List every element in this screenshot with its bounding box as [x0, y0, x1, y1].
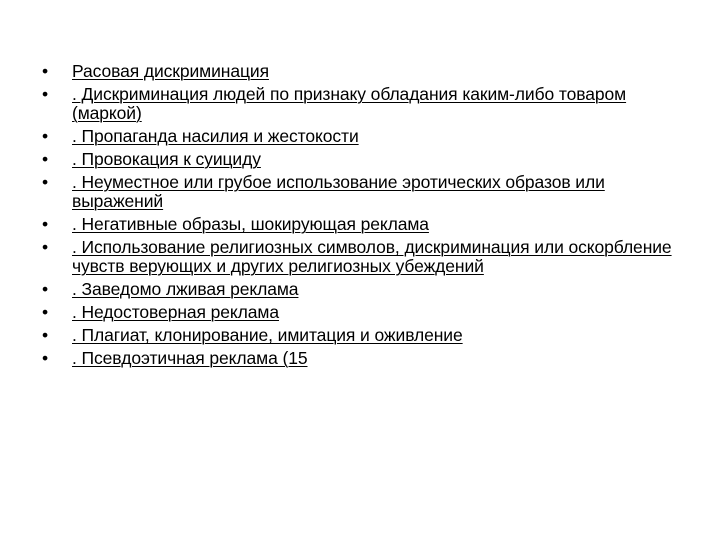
- list-item-text: . Использование религиозных символов, дискриминация или оскорбление чувств верующих и других религиозных убеждений: [72, 237, 672, 276]
- list-item-text: . Негативные образы, шокирующая реклама: [72, 214, 429, 234]
- list-item: [42, 62, 692, 81]
- bullet-icon: •: [42, 237, 49, 257]
- bullet-icon: •: [42, 302, 49, 322]
- list-item: [42, 349, 692, 368]
- list-item: [42, 303, 692, 322]
- list-item: [42, 173, 692, 211]
- bullet-icon: •: [42, 214, 49, 234]
- bullet-icon: •: [42, 172, 49, 192]
- list-item: [42, 85, 692, 123]
- bullet-icon: •: [42, 279, 49, 299]
- list-item-text: Расовая дискриминация: [72, 61, 269, 81]
- list-item-text: . Пропаганда насилия и жестокости: [72, 126, 359, 146]
- bullet-list: [42, 62, 692, 372]
- list-item-text: . Неуместное или грубое использование эротических образов или выражений: [72, 172, 605, 211]
- list-item: [42, 127, 692, 146]
- list-item-text: . Заведомо лживая реклама: [72, 279, 299, 299]
- list-item-text: . Недостоверная реклама: [72, 302, 279, 322]
- bullet-icon: •: [42, 149, 49, 169]
- list-item: [42, 215, 692, 234]
- list-item: [42, 150, 692, 169]
- bullet-icon: •: [42, 61, 49, 81]
- list-item-text: . Псевдоэтичная реклама (15: [72, 348, 308, 368]
- bullet-icon: •: [42, 348, 49, 368]
- list-item-text: . Провокация к суициду: [72, 149, 261, 169]
- list-item: [42, 326, 692, 345]
- bullet-icon: •: [42, 84, 49, 104]
- bullet-icon: •: [42, 126, 49, 146]
- bullet-icon: •: [42, 325, 49, 345]
- list-item: [42, 238, 692, 276]
- list-item-text: . Плагиат, клонирование, имитация и оживление: [72, 325, 463, 345]
- list-item-text: . Дискриминация людей по признаку обладания каким-либо товаром (маркой): [72, 84, 627, 123]
- list-item: [42, 280, 692, 299]
